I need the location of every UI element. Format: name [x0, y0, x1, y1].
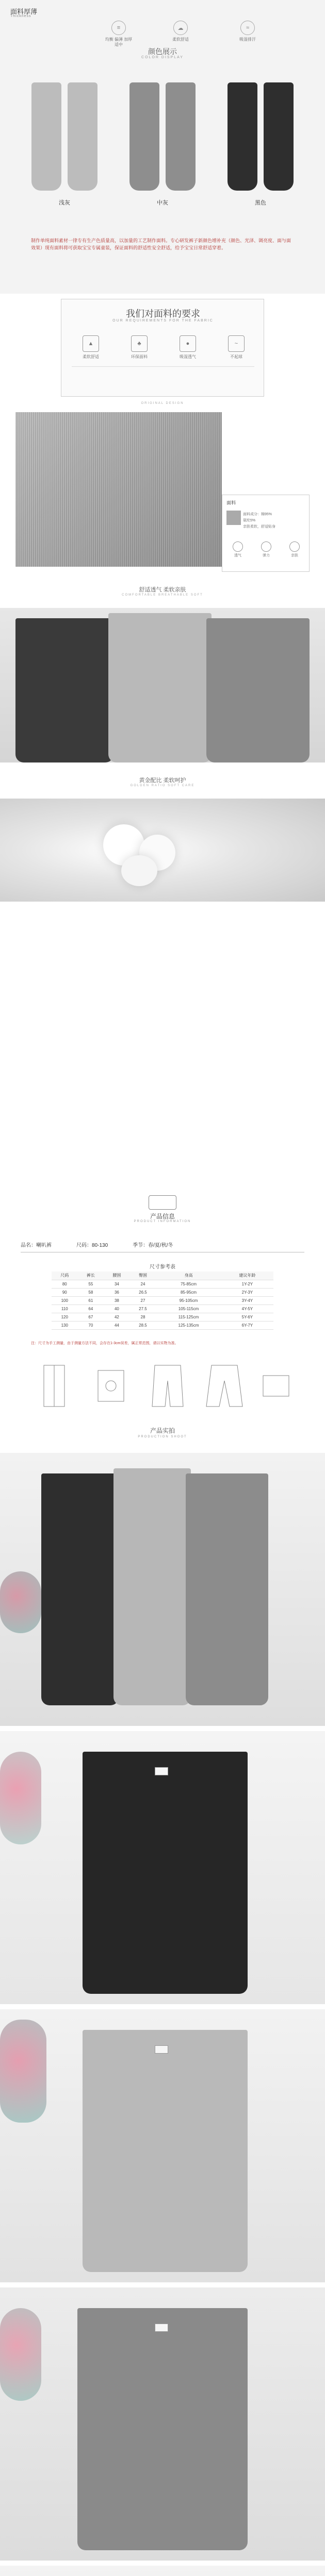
table-cell: 110: [52, 1304, 78, 1313]
table-cell: 28.5: [130, 1321, 156, 1329]
size-table-header: 尺码: [52, 1272, 78, 1280]
water-icon: ≈: [240, 21, 255, 35]
color-display-subtitle: COLOR DISPLAY: [141, 56, 184, 59]
product-photo-2: [0, 1731, 325, 2004]
table-cell: 85-95cm: [156, 1288, 221, 1296]
table-cell: 38: [104, 1296, 130, 1304]
table-cell: 130: [52, 1321, 78, 1329]
product-photo-1: [0, 1453, 325, 1726]
feature-soft: ☁ 柔软舒适: [165, 21, 196, 42]
table-cell: 24: [130, 1280, 156, 1288]
table-cell: 36: [104, 1288, 130, 1296]
size-chart-caption: 尺寸参考表: [150, 1264, 175, 1270]
swatch-light-grey[interactable]: 浅灰: [28, 82, 101, 211]
table-cell: 26.5: [130, 1288, 156, 1296]
table-cell: 95-105cm: [156, 1296, 221, 1304]
fabric-info-card: 面料 面料成分：棉95% 氨纶5% 亲肤柔软，舒适贴身 透气 弹力 亲肤: [222, 495, 310, 572]
table-cell: 42: [104, 1313, 130, 1321]
table-cell: 28: [130, 1313, 156, 1321]
product-photo-4: [0, 2287, 325, 2561]
swatch-mid-grey[interactable]: 中灰: [126, 82, 199, 211]
table-cell: 64: [78, 1304, 104, 1313]
table-cell: 5Y-6Y: [221, 1313, 273, 1321]
drop-icon: ●: [180, 335, 196, 352]
table-cell: 4Y-5Y: [221, 1304, 273, 1313]
table-cell: 27.5: [130, 1304, 156, 1313]
feature-thickness: ≡ 均衡 偏薄 加厚 适中: [103, 21, 134, 47]
table-row: [52, 1313, 273, 1321]
table-cell: 120: [52, 1313, 78, 1321]
table-cell: 1Y-2Y: [221, 1280, 273, 1288]
size-table-header: 腰围: [104, 1272, 130, 1280]
table-cell: 58: [78, 1288, 104, 1296]
table-cell: 90: [52, 1288, 78, 1296]
table-cell: 105-115cm: [156, 1304, 221, 1313]
table-cell: 3Y-4Y: [221, 1296, 273, 1304]
color-display-title: 颜色展示: [148, 47, 177, 56]
stretch-icon: [261, 541, 271, 552]
size-table-header: 建议年龄: [221, 1272, 273, 1280]
table-row: [52, 1321, 273, 1329]
measure-figure-5: [253, 1360, 299, 1412]
size-table-header: 身高: [156, 1272, 221, 1280]
fabric-requirements: 我们对面料的要求 OUR REQUIREMENTS FOR THE FABRIC ▲ 柔软舒适 ♣ 环保面料 ● 吸湿透气 ~ 不起球 ORIGINAL DESIGN: [0, 294, 325, 412]
thickness-subtitle: Thickness: [10, 14, 31, 18]
three-colors-photo: [0, 608, 325, 762]
shirt-icon: ▲: [83, 335, 99, 352]
thickness-title: 面料厚薄: [10, 8, 38, 15]
feature-sweat: ≈ 吸湿排汗: [232, 21, 263, 42]
table-cell: 61: [78, 1296, 104, 1304]
table-cell: 100: [52, 1296, 78, 1304]
requirement-subtitle: OUR REQUIREMENTS FOR THE FABRIC: [112, 319, 214, 323]
measure-figure-3: [144, 1360, 191, 1412]
product-name: 品名：喇叭裤: [21, 1243, 52, 1248]
table-cell: 34: [104, 1280, 130, 1288]
color-swatches: [0, 77, 325, 232]
size-table-header: 臀围: [130, 1272, 156, 1280]
table-cell: 2Y-3Y: [221, 1288, 273, 1296]
cotton-photo: [0, 799, 325, 902]
size-table: [52, 1272, 273, 1330]
breathable-icon: [233, 541, 243, 552]
fabric-thickness-header: [0, 0, 325, 77]
table-cell: 44: [104, 1321, 130, 1329]
table-row: [52, 1296, 273, 1304]
product-season: 季节：春/夏/秋/冬: [133, 1243, 173, 1248]
measurement-figures: [0, 1360, 325, 1417]
table-cell: 115-125cm: [156, 1313, 221, 1321]
table-cell: 80: [52, 1280, 78, 1288]
swatch-black[interactable]: 黑色: [224, 82, 297, 211]
size-chart: [0, 1262, 325, 1355]
table-row: [52, 1288, 273, 1296]
table-cell: 75-85cm: [156, 1280, 221, 1288]
fabric-swatch: [226, 511, 241, 525]
slogan-golden-ratio: 黄金配比 柔软呵护 GOLDEN RATIO SOFT CARE: [130, 777, 195, 787]
production-shoot-header: 产品实拍 PRODUCTION SHOOT: [138, 1427, 187, 1438]
fabric-description: 制作单纯面料素材一律专有生产色质量高，以加量的工艺制作面料。专心研发裤子新颜色增补充（颜色、光泽、调亮度、面与面效果）现有面料将可获取宝宝专属童装，保证面料的舒适性安全舒适，给予宝宝日常舒适穿着。: [0, 232, 325, 294]
product-info-header: 产品信息 PRODUCT INFORMATION: [0, 1195, 325, 1231]
fabric-closeup-image: [15, 412, 222, 567]
wind-icon: ~: [228, 335, 245, 352]
table-row: [52, 1304, 273, 1313]
table-cell: 27: [130, 1296, 156, 1304]
tag-icon: [149, 1195, 176, 1210]
measure-figure-1: [31, 1360, 77, 1412]
table-cell: 6Y-7Y: [221, 1321, 273, 1329]
measure-figure-4: [201, 1360, 248, 1412]
size-table-header: 裤长: [78, 1272, 104, 1280]
size-note: 注：尺寸为手工测量，由于测量方法不同，会存在1-3cm误差，属正常范围，请以实物为准。: [31, 1342, 178, 1345]
product-size-range: 尺码：80-130: [76, 1243, 108, 1248]
fold-icon: ☁: [173, 21, 188, 35]
fabric-closeup: [0, 412, 325, 577]
leaf-icon: ♣: [131, 335, 148, 352]
skin-friendly-icon: [289, 541, 300, 552]
table-cell: 125-135cm: [156, 1321, 221, 1329]
table-cell: 55: [78, 1280, 104, 1288]
measure-figure-2: [88, 1360, 134, 1412]
product-info-row: [0, 1236, 325, 1257]
thin-icon: ≡: [111, 21, 126, 35]
table-cell: 40: [104, 1304, 130, 1313]
table-cell: 70: [78, 1321, 104, 1329]
product-photo-5: [0, 2566, 325, 2576]
requirement-footer: ORIGINAL DESIGN: [141, 402, 184, 405]
slogan-comfortable: 舒适透气 柔软亲肤 COMFORTABLE BREATHABLE SOFT: [122, 587, 203, 597]
requirement-title: 我们对面料的要求: [126, 309, 200, 319]
product-photo-3: [0, 2009, 325, 2282]
table-row: [52, 1280, 273, 1288]
table-cell: 67: [78, 1313, 104, 1321]
